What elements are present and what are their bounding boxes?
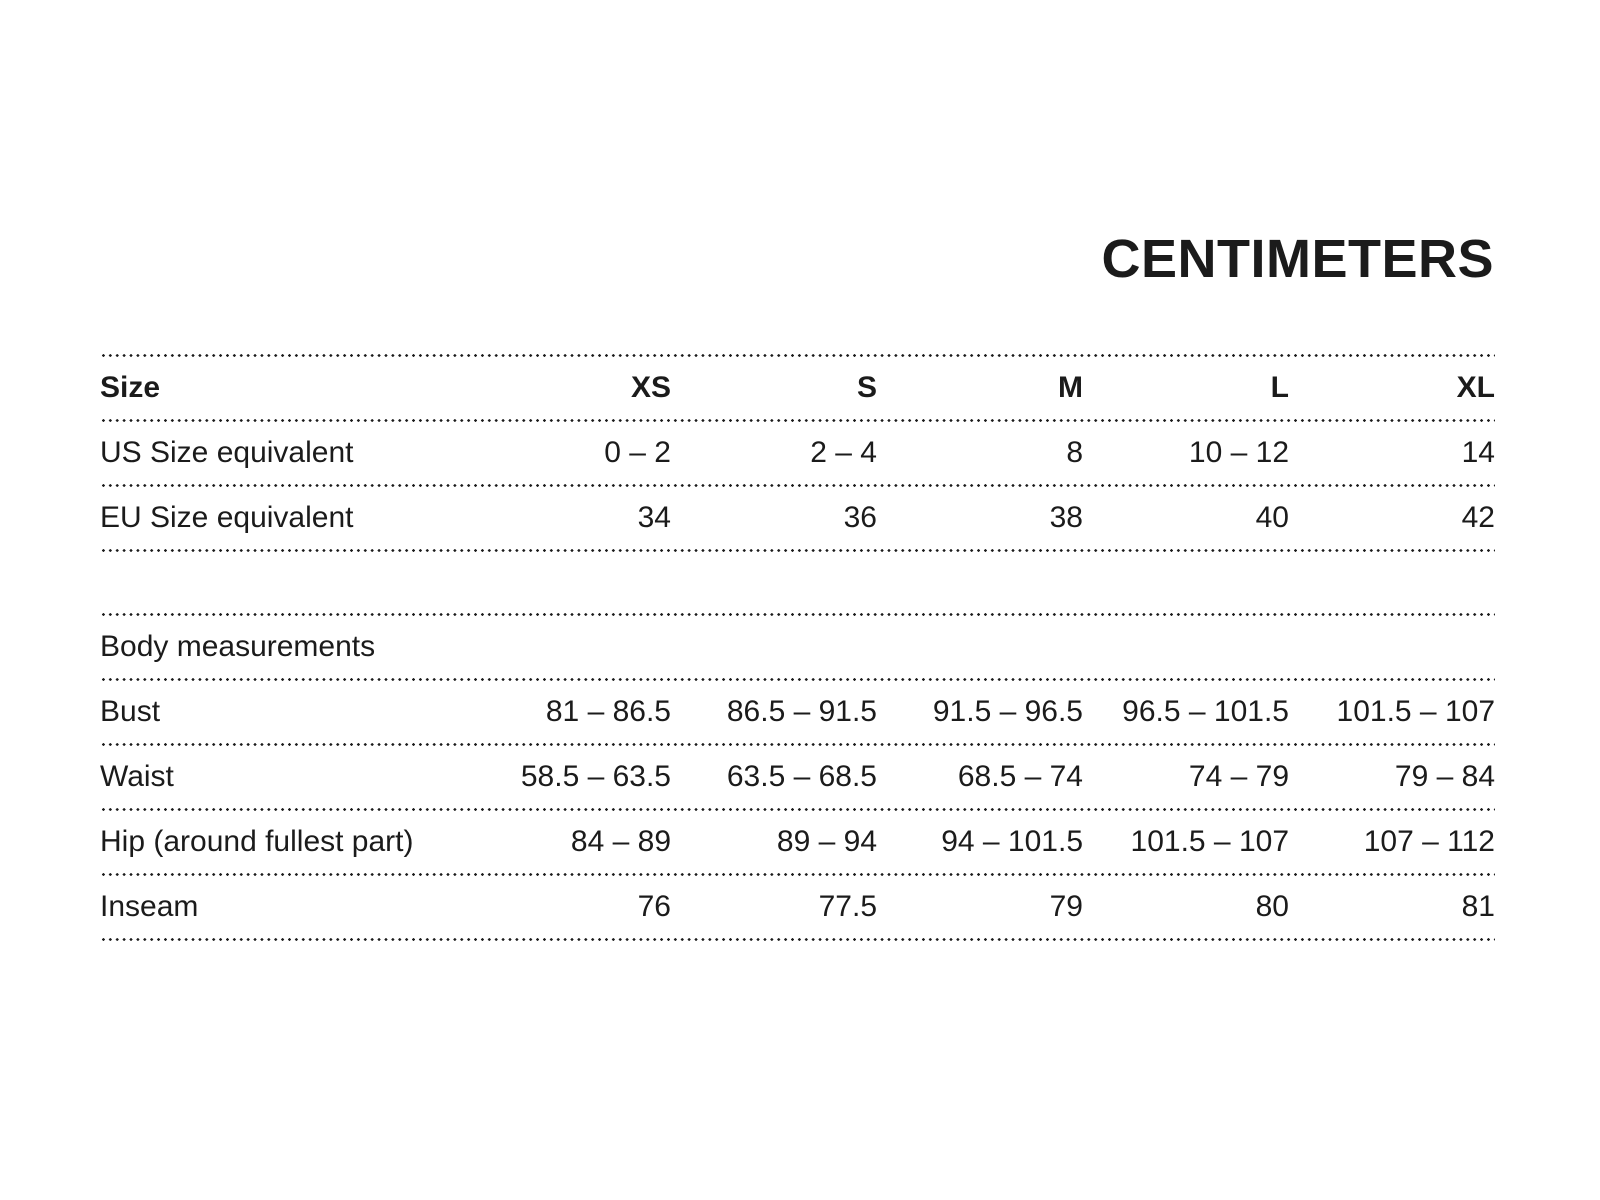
size-header-row — [100, 357, 1495, 419]
inseam-m: 79 — [1049, 890, 1083, 923]
hip-s: 89 – 94 — [776, 825, 877, 858]
us-size-s: 2 – 4 — [810, 436, 877, 469]
eu-size-xl: 42 — [1461, 501, 1495, 534]
eu-size-s: 36 — [843, 501, 877, 534]
table-row-hip — [100, 811, 1495, 873]
row-label: Bust — [100, 695, 161, 728]
waist-l: 74 – 79 — [1188, 760, 1289, 793]
bust-xs: 81 – 86.5 — [545, 695, 671, 728]
bust-s: 86.5 – 91.5 — [726, 695, 877, 728]
size-header-m: M — [1058, 371, 1083, 404]
hip-m: 94 – 101.5 — [941, 825, 1083, 858]
bust-l: 96.5 – 101.5 — [1122, 695, 1289, 728]
waist-s: 63.5 – 68.5 — [726, 760, 877, 793]
inseam-l: 80 — [1255, 890, 1289, 923]
us-size-l: 10 – 12 — [1188, 436, 1289, 469]
waist-xl: 79 – 84 — [1394, 760, 1495, 793]
size-header-l: L — [1270, 371, 1289, 404]
us-size-xs: 0 – 2 — [604, 436, 671, 469]
bust-m: 91.5 – 96.5 — [932, 695, 1083, 728]
body-measurements-header-row — [100, 616, 1495, 678]
table-row-us-size — [100, 422, 1495, 484]
row-label: Inseam — [100, 890, 199, 923]
waist-m: 68.5 – 74 — [957, 760, 1083, 793]
row-label: EU Size equivalent — [100, 501, 354, 534]
row-label: Hip (around fullest part) — [100, 825, 414, 858]
table-row-eu-size — [100, 487, 1495, 549]
table-gap — [100, 552, 1495, 613]
waist-xs: 58.5 – 63.5 — [520, 760, 671, 793]
size-chart — [100, 354, 1495, 941]
eu-size-xs: 34 — [637, 501, 671, 534]
section-label: Body measurements — [100, 630, 376, 663]
inseam-s: 77.5 — [818, 890, 877, 923]
size-header-xl: XL — [1456, 371, 1495, 404]
inseam-xs: 76 — [637, 890, 671, 923]
page-title: CENTIMETERS — [1101, 229, 1494, 289]
row-label: US Size equivalent — [100, 436, 354, 469]
eu-size-l: 40 — [1255, 501, 1289, 534]
table-row-bust — [100, 681, 1495, 743]
size-header-s: S — [856, 371, 877, 404]
size-header-label: Size — [100, 371, 161, 404]
hip-l: 101.5 – 107 — [1130, 825, 1289, 858]
divider — [100, 938, 1495, 941]
row-label: Waist — [100, 760, 174, 793]
hip-xl: 107 – 112 — [1363, 825, 1495, 858]
eu-size-m: 38 — [1049, 501, 1083, 534]
size-header-xs: XS — [630, 371, 671, 404]
us-size-m: 8 — [1066, 436, 1083, 469]
hip-xs: 84 – 89 — [570, 825, 671, 858]
inseam-xl: 81 — [1461, 890, 1495, 923]
bust-xl: 101.5 – 107 — [1336, 695, 1495, 728]
us-size-xl: 14 — [1461, 436, 1495, 469]
table-row-inseam — [100, 876, 1495, 938]
table-row-waist — [100, 746, 1495, 808]
